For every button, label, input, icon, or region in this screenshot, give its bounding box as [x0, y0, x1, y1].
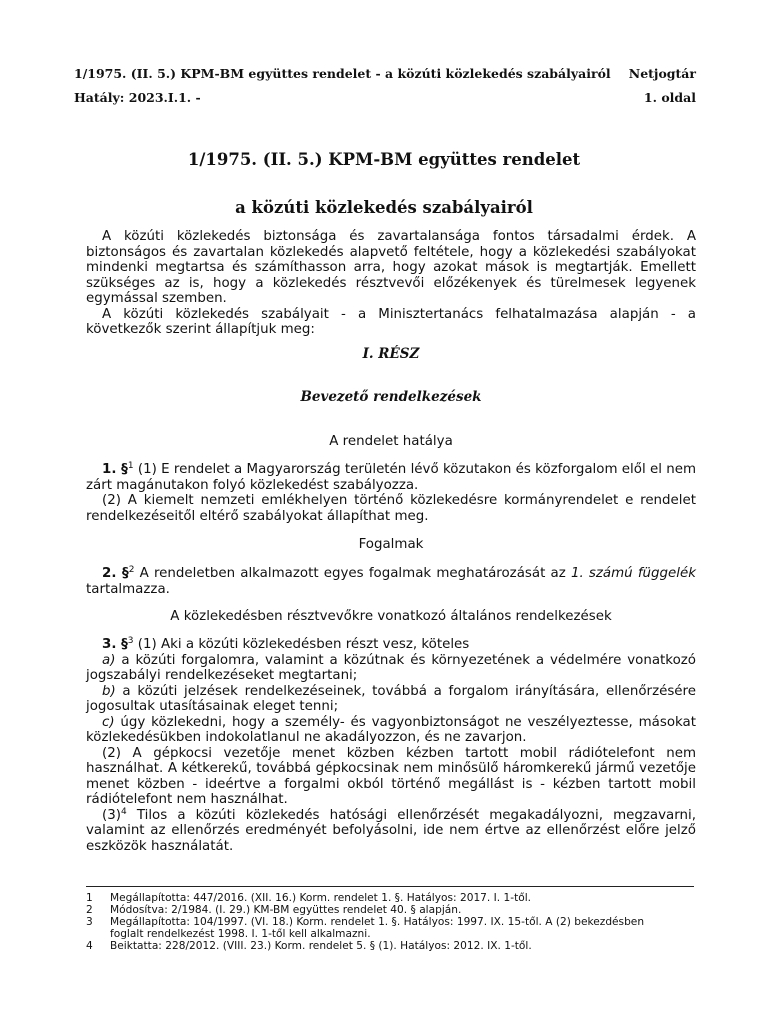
- section-3-point-a: a) a közúti forgalomra, valamint a közútnak és környezetének a védelmére vonatkozó jogszabályi rendelkezéseket megtartani;: [86, 652, 696, 683]
- section-1-paragraph-1: 1. §$^1$ (1) E rendelet a Magyarország területén lévő közutakon és közforgalom elől el nem zárt magánutakon folyó közlekedést szabályozza.: [86, 461, 696, 493]
- header-source: Netjogtár: [628, 66, 696, 81]
- section-3-paragraph-3: $(3)^4$ Tilos a közúti közlekedés hatósági ellenőrzését megakadályozni, megzavarni, valamint az ellenőrzés eredményét befolyásolni, ide nem értve az ellenőrzést előre jelző eszközök használatát.: [86, 806, 696, 854]
- footnote-item: 2 Módosítva: 2/1984. (I. 29.) KM-BM együttes rendelet 40. § alapján.: [86, 904, 462, 916]
- preamble-paragraph-2: A közúti közlekedés szabályait - a Minisztertanács felhatalmazása alapján - a következők szerint állapítjuk meg:: [86, 306, 696, 337]
- header-doc-title: 1/1975. (II. 5.) KPM-BM együttes rendelet - a közúti közlekedés szabályairól: [74, 66, 611, 81]
- section-2-number: 2. §: [102, 566, 129, 581]
- header-page-number: 1. oldal: [643, 90, 696, 105]
- section-2-paragraph: 2. §$^2$ A rendeletben alkalmazott egyes fogalmak meghatározását az 1. számú függelék tartalmazza.: [86, 565, 696, 597]
- section-3-point-b: b) a közúti jelzések rendelkezéseinek, továbbá a forgalom irányítására, ellenőrzésére jogosultak utasításainak eleget tenni;: [86, 683, 696, 714]
- chapter-heading: Bevezető rendelkezések: [300, 389, 482, 405]
- preamble-paragraph-1: A közúti közlekedés biztonsága és zavartalansága fontos társadalmi érdek. A biztonságos és zavartalan közlekedés alapvető feltétele, hogy a közlekedési szabályokat mindenki megtartsa és számíthasson arra, hogy azokat mások is megtartják. Emellett szükséges az is, hogy a közlekedés résztvevői előzékenyek és türelmesek legyenek egymással szemben.: [86, 229, 696, 306]
- section-2: [86, 566, 696, 597]
- section-3-point-c: c) úgy közlekedni, hogy a személy- és vagyonbiztonságot ne veszélyeztesse, másokat közlekedésükben indokolatlanul ne akadályozzon, és ne zavarjon.: [86, 714, 696, 745]
- section-3-number: 3. §: [102, 637, 128, 652]
- footnote-item: 4 Beiktatta: 228/2012. (VIII. 23.) Korm. rendelet 5. § (1). Hatályos: 2012. IX. 1-től.: [86, 940, 532, 952]
- footnote-ref-4[interactable]: 4: [120, 806, 127, 817]
- section-2-title: Fogalmak: [358, 537, 424, 552]
- running-header-line2: [74, 90, 696, 105]
- appendix-reference: 1. számú függelék: [570, 566, 696, 581]
- footnote-ref-2[interactable]: 2: [128, 565, 135, 575]
- section-1: [86, 462, 696, 524]
- part-heading: I. RÉSZ: [362, 346, 420, 362]
- footnote-item: 1 Megállapította: 447/2016. (XII. 16.) Korm. rendelet 1. §. Hatályos: 2017. I. 1-től.: [86, 892, 532, 904]
- footnote-ref-3[interactable]: 3: [127, 636, 134, 646]
- document-title: 1/1975. (II. 5.) KPM-BM együttes rendelet: [187, 150, 581, 169]
- preamble: [86, 229, 696, 338]
- section-3: [86, 637, 696, 854]
- section-3-paragraph-1: 3. §$^3$ (1) Aki a közúti közlekedésben részt vesz, köteles: [102, 636, 470, 652]
- document-subtitle: a közúti közlekedés szabályairól: [235, 198, 533, 217]
- section-3-title: A közlekedésben résztvevőkre vonatkozó általános rendelkezések: [170, 609, 612, 624]
- header-effect: Hatály: 2023.I.1. -: [74, 90, 201, 105]
- section-1-title: A rendelet hatálya: [329, 434, 453, 449]
- section-1-number: 1. §: [102, 462, 128, 477]
- footnotes: [86, 892, 666, 952]
- footnote-ref-1[interactable]: 1: [127, 461, 134, 471]
- running-header-line1: [74, 66, 696, 81]
- section-1-paragraph-2: (2) A kiemelt nemzeti emlékhelyen történő közlekedésre kormányrendelet e rendelet rendelkezéseitől eltérő szabályokat állapíthat meg.: [86, 493, 696, 524]
- section-3-paragraph-2: (2) A gépkocsi vezetője menet közben kézben tartott mobil rádiótelefont nem használhat. A kétkerekű, továbbá gépkocsinak nem minősülő háromkerekű jármű vezetője menet közben - ideértve a forgalmi okból történő megállást is - kézben tartott mobil rádiótelefont nem használhat.: [86, 745, 696, 807]
- footnote-item: 3 Megállapította: 104/1997. (VI. 18.) Korm. rendelet 1. §. Hatályos: 1997. IX. 15-től. A (2) bekezdésben foglalt rendelkezést 1998. I. 1-től kell alkalmazni.: [86, 916, 645, 940]
- footnote-divider: [86, 886, 694, 887]
